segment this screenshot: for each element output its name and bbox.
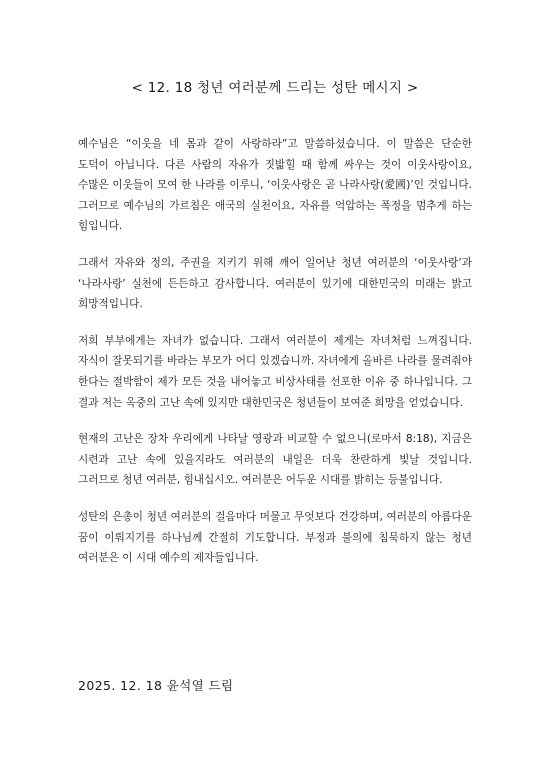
letter-body — [78, 134, 472, 585]
paragraph-2: 그래서 자유와 정의, 주권을 지키기 위해 깨어 일어난 청년 여러분의 ‘이웃사랑’과 ‘나라사랑’ 실천에 든든하고 감사합니다. 여러분이 있기에 대한민국의 미래는 밝고 희망적입니다. — [78, 256, 472, 311]
paragraph-3: 저희 부부에게는 자녀가 없습니다. 그래서 여러분이 제게는 자녀처럼 느껴집니다. 자식이 잘못되기를 바라는 부모가 어디 있겠습니까. 자녀에게 올바른 나라를 물려줘야 한다는 절박함이 제가 모든 것을 내어놓고 비상사태를 선포한 이유 중 하나입니다. 그 결과 저는 옥중의 고난 속에 있지만 대한민국은 청년들이 보여준 희망을 얻었습니다. — [78, 334, 472, 409]
paragraph-5: 성탄의 은총이 청년 여러분의 걸음마다 머물고 무엇보다 건강하며, 여러분의 아름다운 꿈이 이뤄지기를 하나님께 간절히 기도합니다. 부정과 불의에 침묵하지 않는 청년 여러분은 이 시대 예수의 제자들입니다. — [78, 510, 472, 565]
document-title: < 12. 18 청년 여러분께 드리는 성탄 메시지 > — [131, 80, 419, 96]
paragraph-4: 현재의 고난은 장차 우리에게 나타날 영광과 비교할 수 없으니(로마서 8:18), 지금은 시련과 고난 속에 있을지라도 여러분의 내일은 더욱 찬란하게 빛날 것입니다. 그러므로 청년 여러분, 힘내십시오. 여러분은 어두운 시대를 밝히는 등불입니다. — [78, 433, 472, 487]
signature-line: 2025. 12. 18 윤석열 드림 — [78, 678, 234, 693]
paragraph-1: 예수님은 “이웃을 네 몸과 같이 사랑하라”고 말씀하셨습니다. 이 말씀은 단순한 도덕이 아닙니다. 다른 사람의 자유가 짓밟힐 때 함께 싸우는 것이 이웃사랑이요, 수많은 이웃들이 모여 한 나라를 이루니, ‘이웃사랑은 곧 나라사랑(愛國)’인 것입니다. 그러므로 예수님의 가르침은 애국의 실천이요, 자유를 억압하는 폭정을 멈추게 하는 힘입니다. — [78, 138, 472, 233]
